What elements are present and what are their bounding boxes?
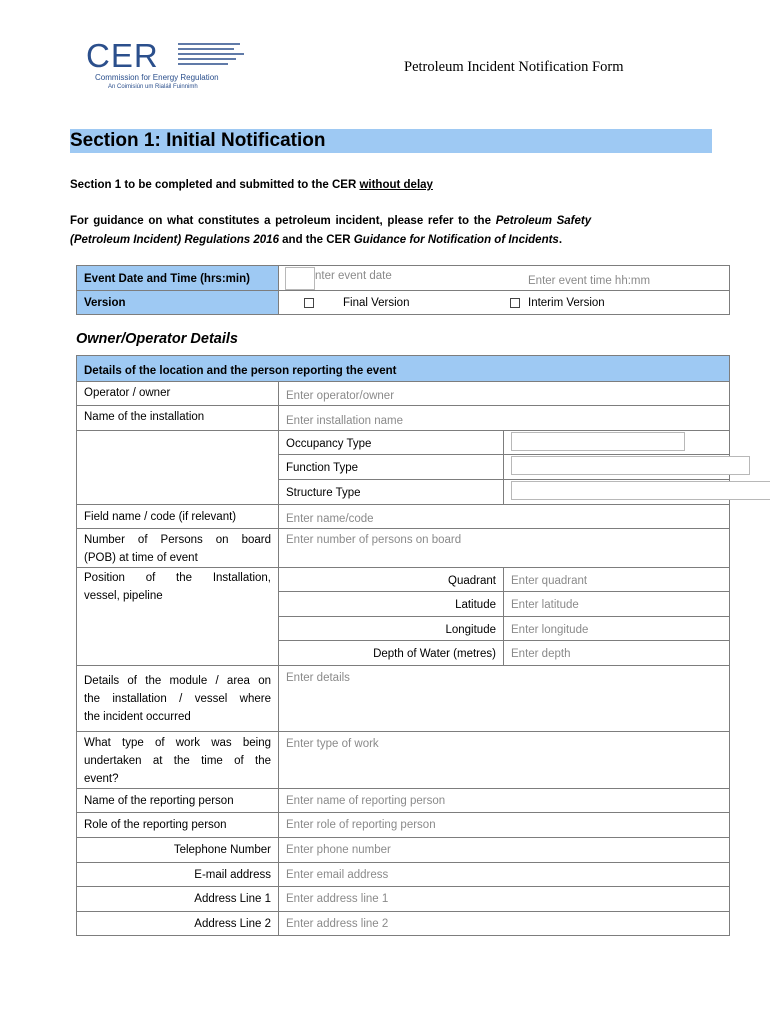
email-label: E-mail address (77, 863, 279, 887)
latitude-input[interactable]: Enter latitude (504, 592, 730, 617)
guidance-line-1: For guidance on what constitutes a petroleum incident, please refer to the Petroleum Safety (70, 215, 592, 227)
telephone-input[interactable]: Enter phone number (279, 838, 730, 863)
owner-table-header: Details of the location and the person reporting the event (77, 356, 730, 382)
pob-label: Number of Persons on board (POB) at time of event (77, 529, 279, 568)
quadrant-input[interactable]: Enter quadrant (504, 568, 730, 592)
type-rows-spacer (77, 431, 279, 505)
reporter-name-input[interactable]: Enter name of reporting person (279, 789, 730, 813)
event-date-time-label: Event Date and Time (hrs:min) (77, 266, 279, 291)
structure-type-cell (504, 480, 730, 505)
reporter-role-label: Role of the reporting person (77, 813, 279, 838)
logo-line1: Commission for Energy Regulation (95, 73, 219, 82)
installation-input[interactable]: Enter installation name (279, 406, 730, 431)
owner-operator-heading: Owner/Operator Details (76, 331, 238, 347)
structure-type-input[interactable] (511, 481, 770, 500)
interim-version-checkbox[interactable] (510, 298, 520, 308)
function-type-label: Function Type (279, 455, 504, 480)
operator-input[interactable]: Enter operator/owner (279, 382, 730, 406)
cer-logo (84, 38, 254, 94)
event-time-input[interactable]: Enter event time hh:mm (528, 275, 651, 287)
section-title: Section 1: Initial Notification (70, 130, 326, 151)
address-line-2-input[interactable]: Enter address line 2 (279, 912, 730, 936)
depth-input[interactable]: Enter depth (504, 641, 730, 666)
owner-details-table (76, 355, 730, 936)
version-label: Version (77, 291, 279, 315)
longitude-label: Longitude (279, 617, 504, 641)
depth-label: Depth of Water (metres) (279, 641, 504, 666)
event-date-input-box[interactable] (285, 267, 315, 290)
telephone-label: Telephone Number (77, 838, 279, 863)
address-line-1-label: Address Line 1 (77, 887, 279, 912)
occupancy-type-input[interactable] (511, 432, 685, 451)
field-name-label: Field name / code (if relevant) (77, 505, 279, 529)
function-type-input[interactable] (511, 456, 750, 475)
document-title: Petroleum Incident Notification Form (404, 59, 624, 75)
occupancy-type-cell (504, 431, 730, 455)
version-cell (279, 291, 730, 315)
operator-label: Operator / owner (77, 382, 279, 406)
module-area-label: Details of the module / area on the installation / vessel where the incident occurred (77, 666, 279, 732)
address-line-1-input[interactable]: Enter address line 1 (279, 887, 730, 912)
function-type-cell (504, 455, 730, 480)
reporter-role-input[interactable]: Enter role of reporting person (279, 813, 730, 838)
address-line-2-label: Address Line 2 (77, 912, 279, 936)
event-date-input[interactable]: nter event date (315, 270, 392, 282)
work-type-input[interactable]: Enter type of work (279, 732, 730, 789)
final-version-checkbox[interactable] (304, 298, 314, 308)
pob-input[interactable]: Enter number of persons on board (279, 529, 730, 568)
occupancy-type-label: Occupancy Type (279, 431, 504, 455)
reporter-name-label: Name of the reporting person (77, 789, 279, 813)
position-label: Position of the Installation, vessel, pipeline (77, 568, 279, 666)
quadrant-label: Quadrant (279, 568, 504, 592)
section-intro: Section 1 to be completed and submitted to the CER without delay (70, 179, 433, 191)
interim-version-label: Interim Version (528, 297, 605, 309)
guidance-line-2: (Petroleum Incident) Regulations 2016 and the CER Guidance for Notification of Incidents. (70, 234, 563, 246)
event-table (76, 265, 730, 315)
installation-label: Name of the installation (77, 406, 279, 431)
logo-lines-icon (178, 42, 248, 70)
module-area-input[interactable]: Enter details (279, 666, 730, 732)
email-input[interactable]: Enter email address (279, 863, 730, 887)
event-date-time-cell (279, 266, 730, 291)
logo-line2: An Coimisiún um Rialáil Fuinnimh (108, 84, 198, 90)
longitude-input[interactable]: Enter longitude (504, 617, 730, 641)
latitude-label: Latitude (279, 592, 504, 617)
structure-type-label: Structure Type (279, 480, 504, 505)
field-name-input[interactable]: Enter name/code (279, 505, 730, 529)
final-version-label: Final Version (343, 297, 410, 309)
logo-wordmark: CER (86, 37, 159, 74)
without-delay-emphasis: without delay (359, 179, 433, 191)
work-type-label: What type of work was being undertaken at the time of the event? (77, 732, 279, 789)
